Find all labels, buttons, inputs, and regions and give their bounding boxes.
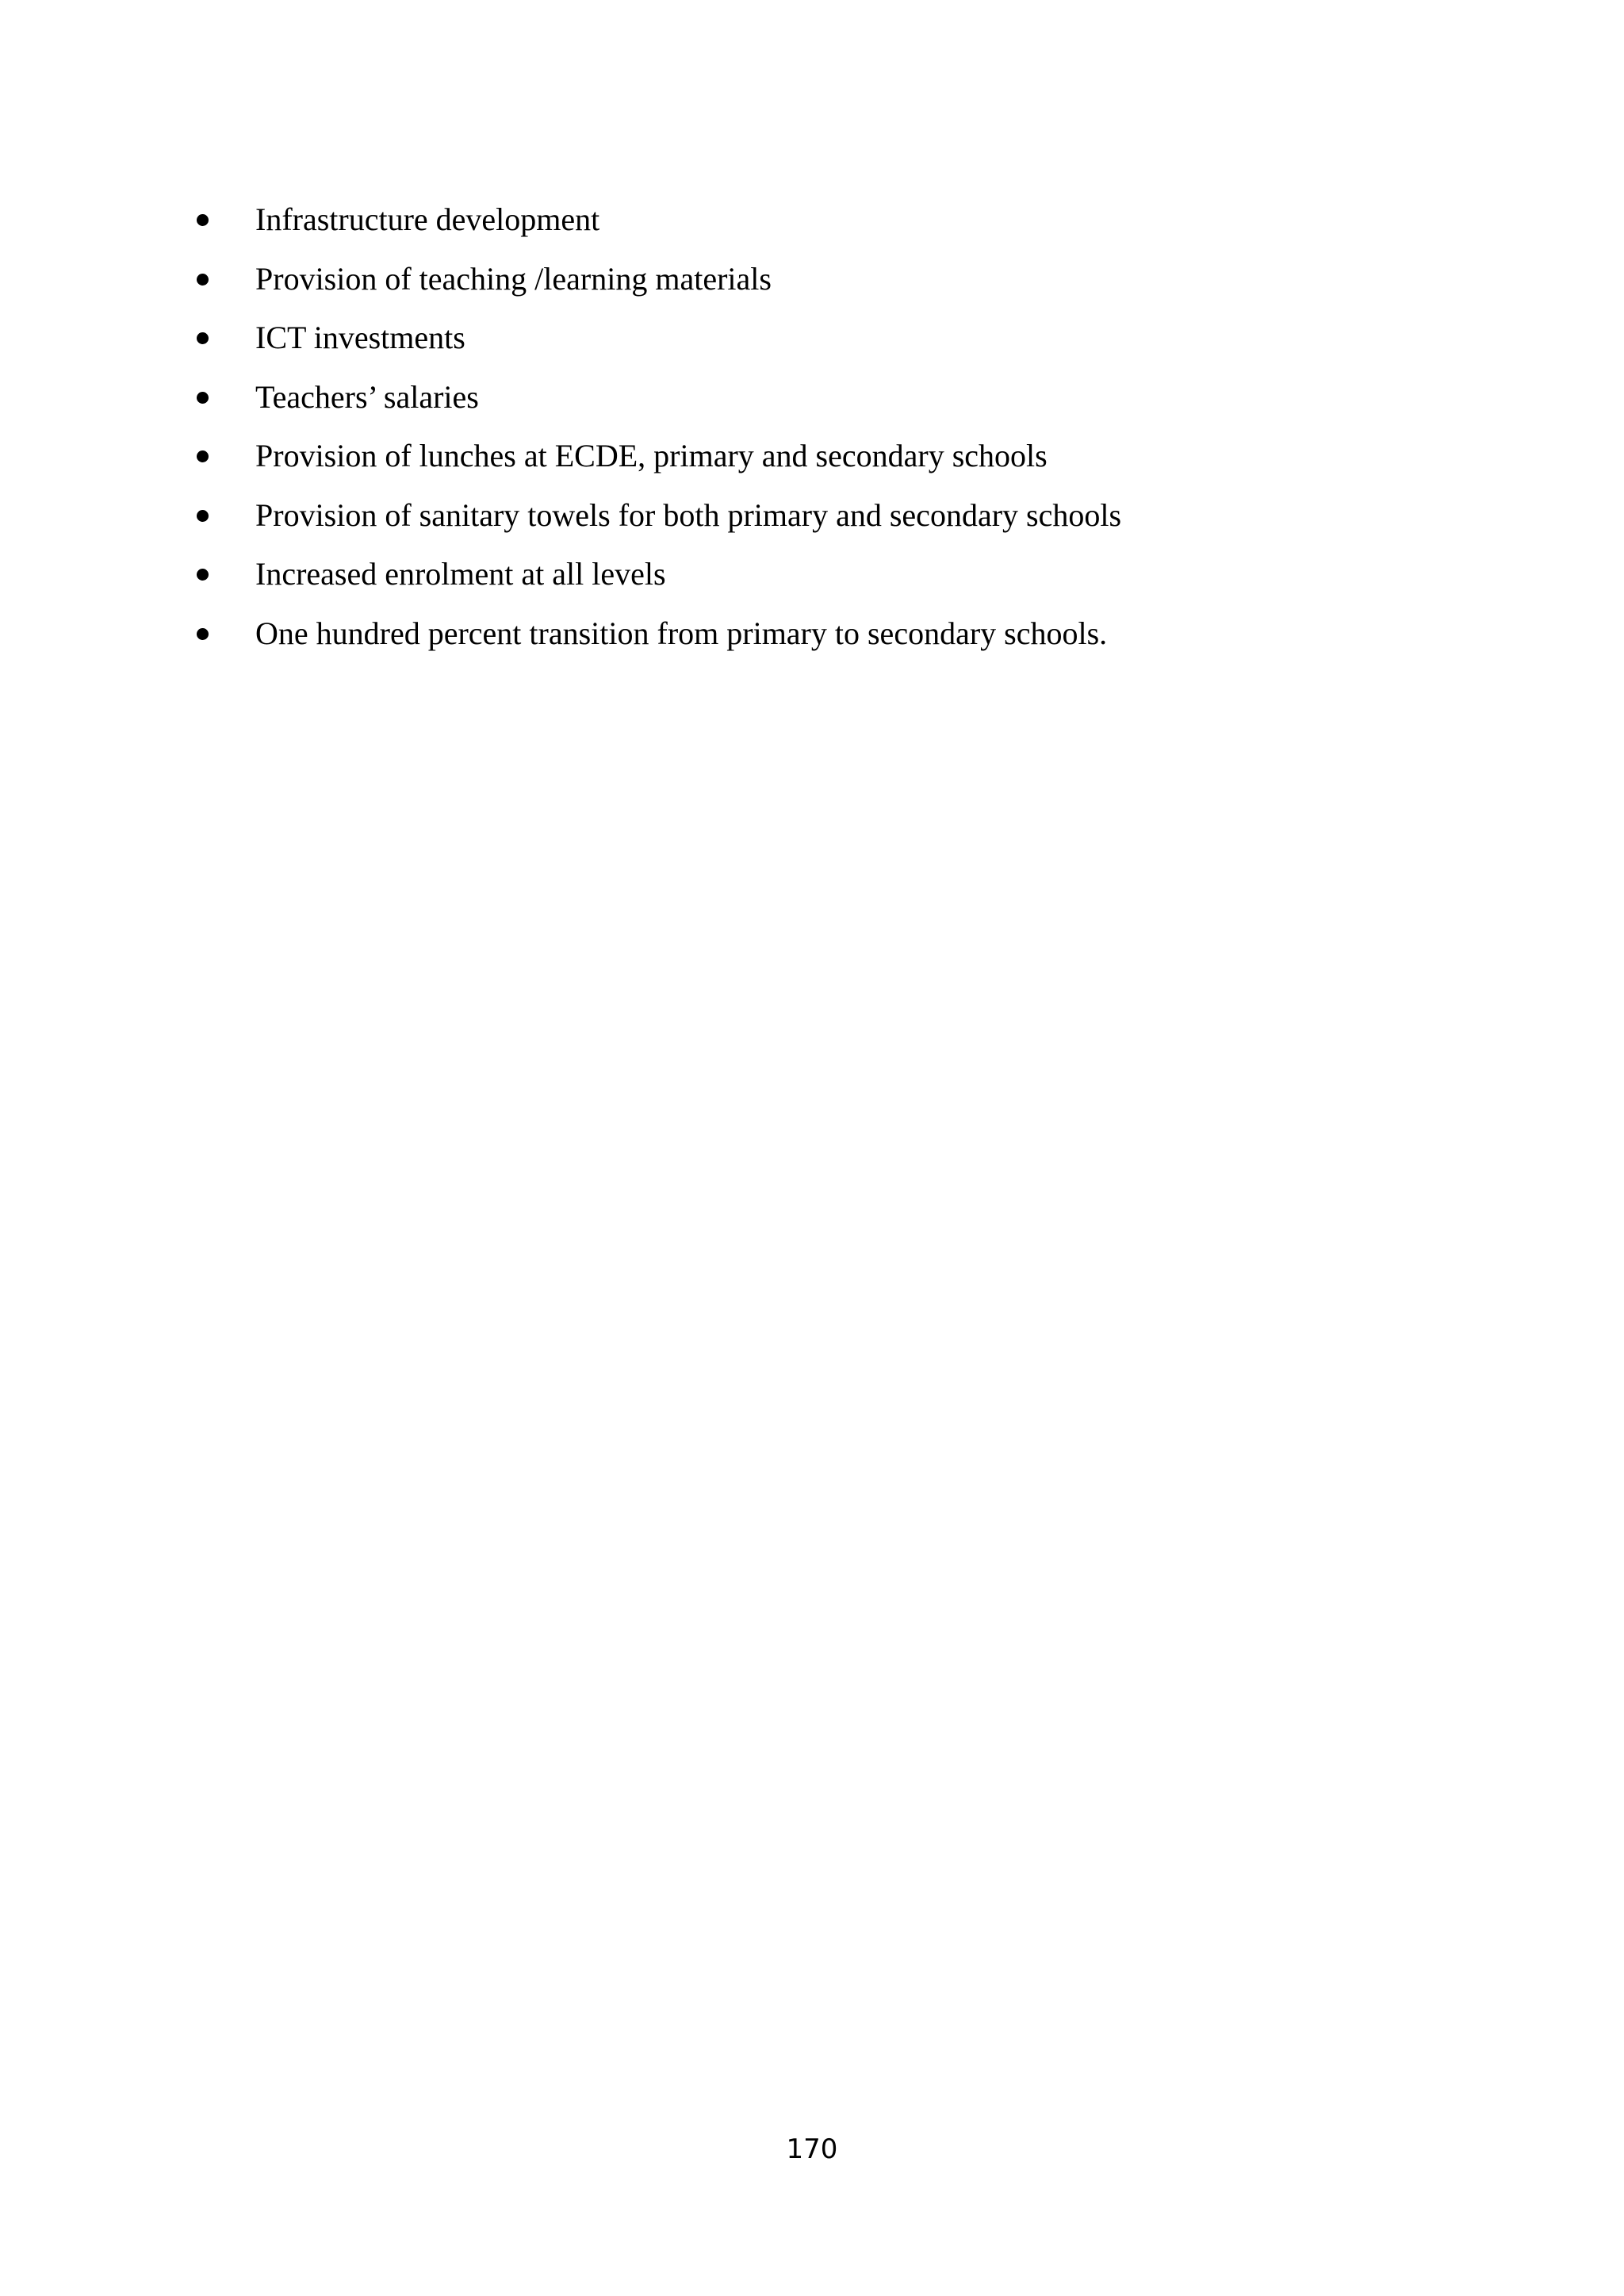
list-item-text: Infrastructure development: [255, 201, 600, 237]
list-item-text: Provision of sanitary towels for both primary and secondary schools: [255, 496, 1122, 533]
bullet-icon: [197, 569, 209, 581]
bullet-icon: [197, 510, 209, 522]
bullet-list: [0, 190, 1624, 663]
page-number: 170: [786, 2133, 838, 2165]
list-item: [0, 309, 1624, 368]
list-item: [0, 545, 1624, 604]
bullet-icon: [197, 450, 209, 462]
list-item-text: Provision of lunches at ECDE, primary and secondary schools: [255, 438, 1048, 473]
list-item: [0, 486, 1624, 546]
list-item: [0, 250, 1624, 309]
list-item: [0, 368, 1624, 427]
bullet-icon: [197, 628, 209, 640]
bullet-icon: [197, 214, 209, 226]
bullet-icon: [197, 332, 209, 344]
list-item: [0, 604, 1624, 664]
list-item-text: ICT investments: [255, 320, 465, 355]
bullet-icon: [197, 392, 209, 404]
list-item-text: One hundred percent transition from primary to secondary schools.: [255, 615, 1108, 651]
list-item: [0, 190, 1624, 250]
list-item: [0, 427, 1624, 486]
bullet-icon: [197, 274, 209, 286]
list-item-text: Provision of teaching /learning materials: [255, 260, 772, 297]
list-item-text: Teachers’ salaries: [255, 378, 479, 415]
list-item-text: Increased enrolment at all levels: [255, 556, 666, 592]
